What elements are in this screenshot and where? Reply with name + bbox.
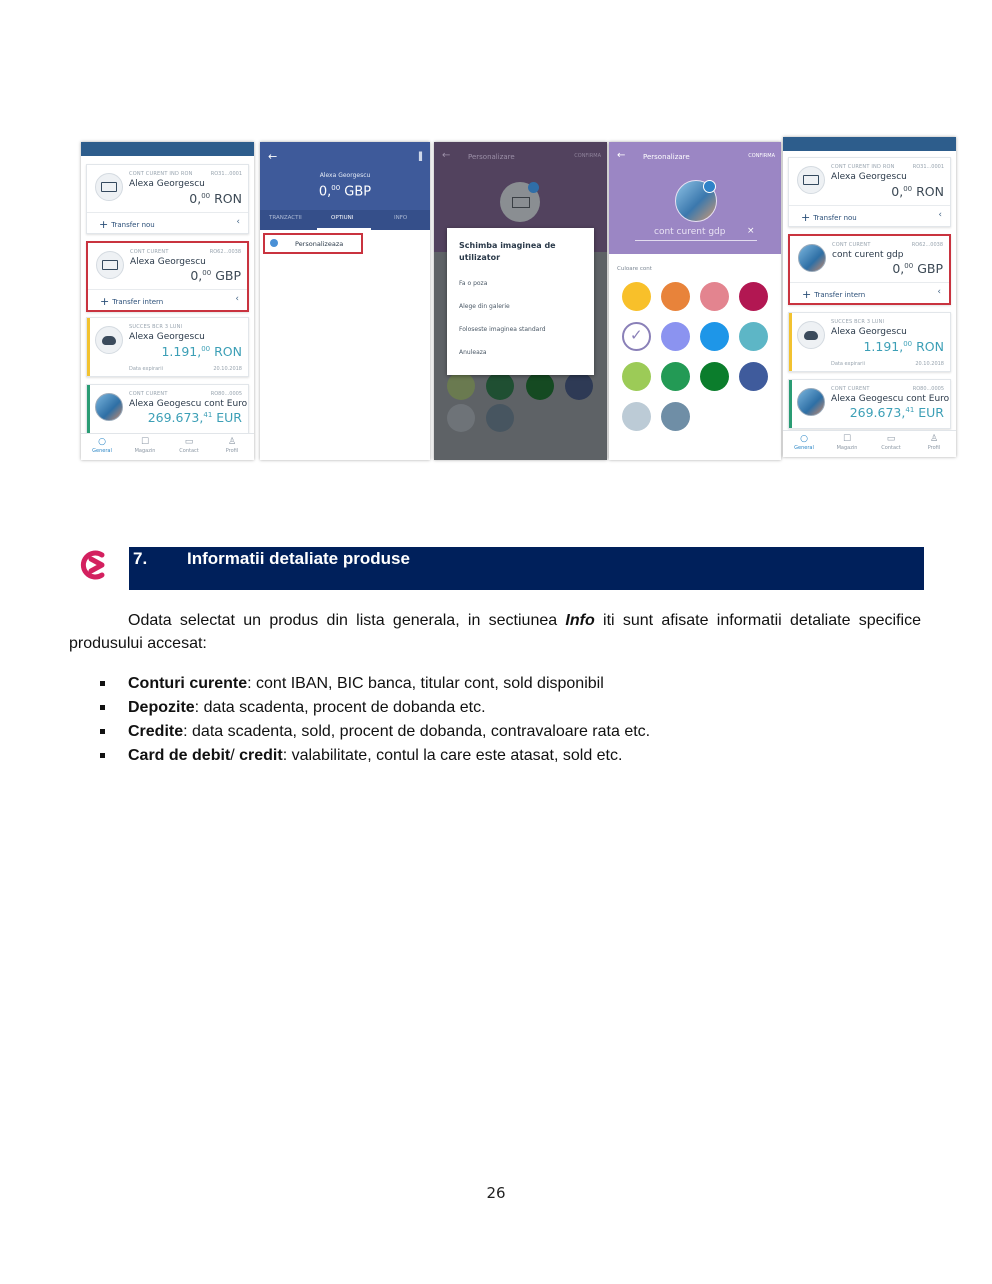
pin-icon: ○: [98, 437, 106, 447]
item-term: Depozite: [128, 699, 195, 716]
account-code: RO62...0038: [209, 249, 241, 255]
account-code: RO62...0038: [911, 242, 943, 248]
cancel-option[interactable]: Anuleaza: [459, 349, 487, 356]
transfer-button[interactable]: + Transfer intern: [802, 288, 866, 301]
money-icon: [95, 173, 123, 201]
camera-icon[interactable]: [703, 180, 716, 193]
item-term: Conturi curente: [128, 675, 248, 692]
choose-gallery-option[interactable]: Alege din galerie: [459, 303, 510, 310]
account-card[interactable]: [86, 164, 249, 234]
color-label: Culoare cont: [617, 266, 652, 272]
account-balance: 0,00 RON: [189, 191, 242, 206]
nav-profil[interactable]: ♙ Profil: [919, 434, 949, 451]
color-swatch[interactable]: [622, 402, 651, 431]
tab-optiuni[interactable]: OPTIUNI: [331, 215, 354, 221]
account-name: Alexa Geogescu cont Euro: [831, 394, 950, 404]
tab-tranzactii[interactable]: TRANZACTII: [269, 215, 302, 221]
item-text: /: [230, 747, 240, 764]
product-details-list: [97, 672, 650, 768]
expiry-date: 20.10.2018: [915, 361, 944, 367]
account-name-input[interactable]: cont curent gdp: [654, 227, 726, 237]
nav-profil[interactable]: ♙ Profil: [217, 437, 247, 454]
money-icon: [96, 251, 124, 279]
item-text: : cont IBAN, BIC banca, titular cont, sold disponibil: [247, 675, 604, 692]
back-arrow-icon[interactable]: ←: [617, 150, 626, 161]
color-swatch[interactable]: [661, 402, 690, 431]
nav-magazin[interactable]: ☐ Magazin: [832, 434, 862, 451]
screen-title: Personalizare: [643, 153, 690, 161]
screen-title: Personalizare: [468, 153, 515, 161]
section-heading: [129, 547, 924, 590]
list-item: [97, 720, 650, 744]
color-swatch[interactable]: [661, 282, 690, 311]
cart-icon: ☐: [140, 437, 150, 447]
expiry-label: Data expirarii: [129, 366, 163, 372]
account-type: CONT CURENT IND RON: [129, 171, 193, 177]
screenshot-account-list: [81, 142, 254, 460]
color-swatch[interactable]: [700, 282, 729, 311]
account-header: [260, 142, 430, 230]
account-balance: 0,00 GBP: [318, 184, 372, 200]
account-type: CONT CURENT: [832, 242, 871, 248]
account-code: RO80...0005: [210, 391, 242, 397]
share-icon[interactable]: ‹: [938, 210, 942, 220]
section-title: Informatii detaliate produse: [187, 549, 410, 568]
item-term: Credite: [128, 723, 184, 740]
expiry-date: 20.10.2018: [213, 366, 242, 372]
color-swatch[interactable]: [661, 322, 690, 351]
dialog-title: Schimba imaginea de utilizator: [459, 241, 556, 262]
deposit-name: Alexa Georgescu: [129, 332, 205, 342]
option-label: Personalizeaza: [295, 240, 344, 248]
color-swatch[interactable]: [700, 322, 729, 351]
account-name: Alexa Georgescu: [831, 172, 907, 182]
account-code: RO31...0001: [210, 171, 242, 177]
transfer-button[interactable]: + Transfer nou: [801, 211, 857, 224]
paragraph-text: iti sunt afisate informatii detaliate specifice produsului accesat:: [69, 612, 922, 652]
palette-icon: [270, 239, 278, 247]
account-card[interactable]: [86, 384, 249, 434]
item-text: : data scadenta, sold, procent de dobanda, contravaloare rata etc.: [183, 723, 651, 740]
account-code: RO80...0005: [912, 386, 944, 392]
transfer-button[interactable]: + Transfer nou: [99, 218, 155, 231]
transfer-button[interactable]: + Transfer intern: [100, 295, 164, 308]
deposit-card[interactable]: [788, 312, 951, 372]
info-emphasis: Info: [565, 612, 595, 629]
expiry-label: Data expirarii: [831, 361, 865, 367]
account-name: Alexa Georgescu: [130, 257, 206, 267]
account-code: RO31...0001: [912, 164, 944, 170]
take-photo-option[interactable]: Fa o poza: [459, 280, 488, 287]
account-name: cont curent gdp: [832, 250, 904, 260]
account-balance: 0,00 GBP: [892, 261, 943, 276]
account-name: Alexa Georgescu: [129, 179, 205, 189]
account-type: CONT CURENT: [831, 386, 870, 392]
account-card[interactable]: [788, 379, 951, 429]
app-header-bar: [783, 137, 956, 151]
deposit-type: SUCCES BCR 3 LUNI: [129, 324, 183, 330]
section-number: 7.: [133, 549, 148, 568]
selected-color-swatch[interactable]: [622, 322, 651, 351]
account-type: CONT CURENT IND RON: [831, 164, 895, 170]
piggy-bank-icon: [797, 321, 825, 349]
cart-icon: ☐: [842, 434, 852, 444]
clear-icon[interactable]: ×: [747, 226, 755, 236]
account-balance: 269.673,41 EUR: [849, 405, 944, 420]
chat-icon: ▭: [886, 434, 896, 444]
list-item: [97, 696, 650, 720]
list-item: [97, 744, 650, 768]
intro-paragraph: [69, 609, 921, 655]
paragraph-text: Odata selectat un produs din lista generala, in sectiunea: [128, 612, 566, 629]
screenshot-change-image-dialog: [434, 142, 607, 460]
deposit-balance: 1.191,00 RON: [863, 339, 944, 354]
personalize-header: [609, 142, 781, 254]
confirm-button[interactable]: CONFIRMA: [748, 153, 775, 159]
deposit-balance: 1.191,00 RON: [161, 344, 242, 359]
nav-general[interactable]: ○ General: [789, 434, 819, 451]
confirm-button[interactable]: CONFIRMA: [574, 153, 601, 159]
piggy-bank-icon: [95, 326, 123, 354]
money-icon: [512, 197, 530, 208]
color-swatch[interactable]: [739, 322, 768, 351]
bcr-logo: [76, 547, 112, 583]
change-image-dialog: [447, 228, 594, 375]
back-arrow-icon[interactable]: ←: [268, 150, 278, 163]
color-swatch[interactable]: [739, 362, 768, 391]
account-balance: 0,00 RON: [891, 184, 944, 199]
share-icon[interactable]: ‹: [235, 294, 239, 304]
item-text: : data scadenta, procent de dobanda etc.: [194, 699, 486, 716]
color-swatch[interactable]: [622, 362, 651, 391]
screenshot-account-list-updated: [783, 137, 956, 457]
use-default-option[interactable]: Foloseste imaginea standard: [459, 326, 546, 333]
check-icon: ✓: [630, 326, 643, 344]
nav-general[interactable]: ○ General: [87, 437, 117, 454]
user-photo: [95, 393, 123, 421]
account-balance: 269.673,41 EUR: [147, 410, 242, 425]
nav-contact[interactable]: ▭ Contact: [174, 437, 204, 454]
pin-icon: ○: [800, 434, 808, 444]
tab-info[interactable]: INFO: [394, 215, 408, 221]
money-icon: [797, 166, 825, 194]
screenshot-personalize-color: [609, 142, 781, 460]
personalize-option[interactable]: [263, 233, 363, 254]
chat-icon: ▭: [184, 437, 194, 447]
item-term: credit: [239, 747, 283, 764]
page-number: 26: [486, 1184, 506, 1202]
user-icon: ♙: [227, 437, 237, 447]
account-owner: Alexa Georgescu: [319, 172, 371, 179]
item-text: : valabilitate, contul la care este atasat, sold etc.: [282, 747, 623, 764]
deposit-type: SUCCES BCR 3 LUNI: [831, 319, 885, 325]
account-name: Alexa Geogescu cont Euro: [129, 399, 248, 409]
bottom-nav: [81, 433, 254, 460]
back-arrow-icon[interactable]: ←: [442, 150, 451, 161]
color-swatch[interactable]: [739, 282, 768, 311]
deposit-card[interactable]: [86, 317, 249, 377]
user-photo: [798, 244, 826, 272]
color-swatch[interactable]: [622, 282, 651, 311]
app-header-bar: [81, 142, 254, 156]
color-swatch[interactable]: [700, 362, 729, 391]
user-photo: [797, 388, 825, 416]
bottom-nav: [783, 430, 956, 457]
account-type: CONT CURENT: [129, 391, 168, 397]
nav-magazin[interactable]: ☐ Magazin: [130, 437, 160, 454]
account-card[interactable]: [788, 234, 951, 305]
nav-contact[interactable]: ▭ Contact: [876, 434, 906, 451]
share-icon[interactable]: ‹: [937, 287, 941, 297]
account-type: CONT CURENT: [130, 249, 169, 255]
screenshot-account-options: [260, 142, 430, 460]
stats-icon[interactable]: ▐: [415, 152, 422, 161]
account-balance: 0,00 GBP: [190, 268, 241, 283]
color-swatch[interactable]: [661, 362, 690, 391]
deposit-name: Alexa Georgescu: [831, 327, 907, 337]
account-card[interactable]: [86, 241, 249, 312]
camera-icon[interactable]: [528, 182, 539, 193]
account-card[interactable]: [788, 157, 951, 227]
user-icon: ♙: [929, 434, 939, 444]
item-term: Card de debit: [128, 747, 231, 764]
list-item: [97, 672, 650, 696]
share-icon[interactable]: ‹: [236, 217, 240, 227]
